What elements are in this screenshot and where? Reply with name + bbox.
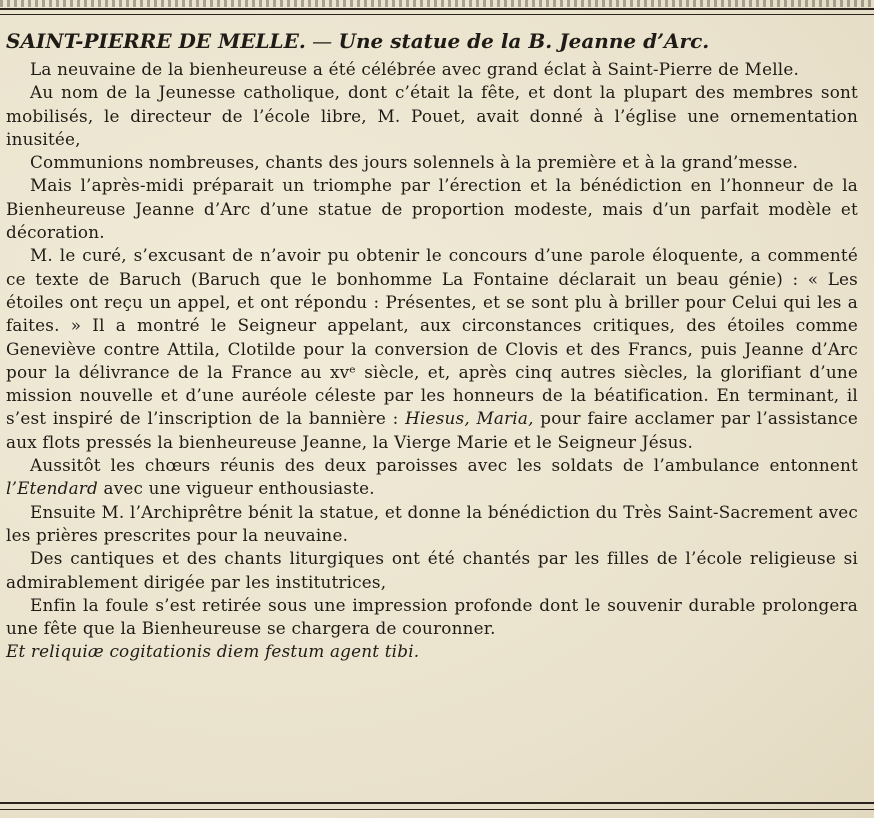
closing-quote: Et reliquiæ cogitationis diem festum agent tibi. — [6, 641, 420, 662]
paragraph: Ensuite M. l’Archiprêtre bénit la statue, et donne la bénédiction du Très Saint-Sacrement avec les prières prescrites pour la neuvaine. — [6, 501, 858, 545]
article-body — [6, 58, 858, 664]
heading-separator: — — [305, 29, 339, 53]
heading-subject: Une statue de la B. Jeanne d’Arc. — [338, 29, 710, 53]
sermon-text: M. le curé, s’excusant de n’avoir pu obtenir le concours d’une parole éloquente, a commenté ce texte de Baruch (Baruch que le bonhomme La Fontaine déclarait un beau génie) : « Les étoiles ont reçu un appel, et ont répondu : Présentes, et se sont plu à briller pour Celui qui les a faites. » Il a montré le Seigneur appelant, aux circonstances critiques, des étoiles comme Geneviève contre Attila, Clotilde pour la conversion de Clovis et des Francs, puis Jeanne d’Arc pour la délivrance de la France au xvᵉ siècle, et, après cinq autres siècles, la glorifiant d’une mission nouvelle et d’une auréole céleste par les honneurs de la béatification. En terminant, il s’est inspiré de l’inscription de la bannière : — [6, 245, 858, 429]
cropped-previous-text — [0, 0, 874, 7]
article — [6, 28, 858, 664]
banner-inscription: Hiesus, Maria, — [405, 408, 534, 429]
paragraph: Communions nombreuses, chants des jours solennels à la première et à la grand’messe. — [30, 152, 799, 173]
paragraph-sermon — [6, 244, 858, 454]
hymn-intro: Aussitôt les chœurs réunis des deux paroisses avec les soldats de l’ambulance entonnent — [30, 455, 858, 476]
sermon-conclusion: pour faire acclamer par l’assistance aux flots pressés la bienheureuse Jeanne, la Vierge Marie et le Seigneur Jésus. — [6, 408, 858, 452]
heading-place: SAINT-PIERRE DE MELLE. — [6, 29, 306, 53]
paragraph: La neuvaine de la bienheureuse a été célébrée avec grand éclat à Saint-Pierre de Melle. — [30, 59, 799, 79]
paragraph: Des cantiques et des chants liturgiques ont été chantés par les filles de l’école religieuse si admirablement dirigée par les institutrices, — [6, 548, 858, 592]
paragraph: Au nom de la Jeunesse catholique, dont c’était la fête, et dont la plupart des membres sont mobilisés, le directeur de l’école libre, M. Pouet, avait donné à l’église une ornementation inusitée, — [6, 82, 858, 149]
paragraph: Mais l’après-midi préparait un triomphe par l’érection et la bénédiction en l’honneur de la Bienheureuse Jeanne d’Arc d’une statue de proportion modeste, mais d’un parfait modèle et décoration. — [6, 175, 858, 243]
article-heading — [6, 28, 858, 54]
bottom-rule — [0, 802, 874, 810]
hymn-title: l’Etendard — [6, 478, 98, 499]
paragraph: Enfin la foule s’est retirée sous une impression profonde dont le souvenir durable prolongera une fête que la Bienheureuse se chargera de couronner. — [6, 594, 858, 639]
hymn-outro: avec une vigueur enthousiaste. — [103, 478, 375, 499]
top-rule — [0, 8, 874, 15]
paragraph-hymn — [6, 454, 858, 501]
